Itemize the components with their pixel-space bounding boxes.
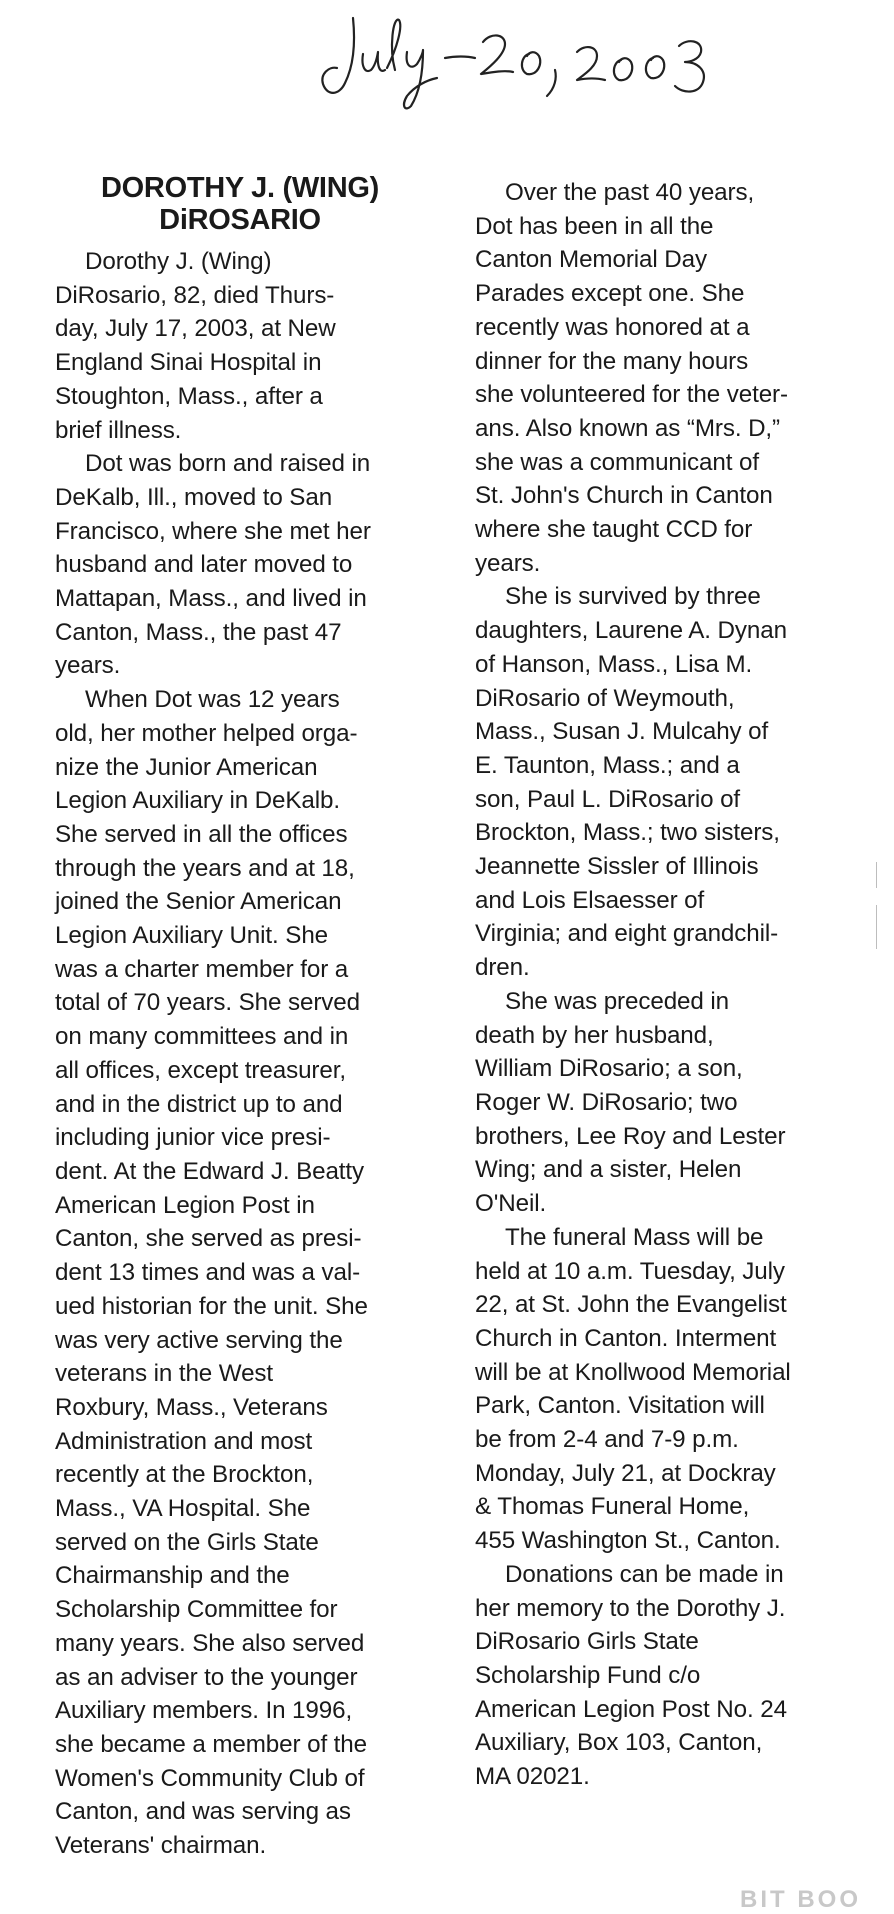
- text-line: Wing; and a sister, Helen: [475, 1156, 742, 1184]
- text-line: Women's Community Club of: [55, 1764, 365, 1792]
- text-line: and Lois Elsaesser of: [475, 886, 705, 914]
- text-line: her memory to the Dorothy J.: [475, 1594, 786, 1622]
- text-line: through the years and at 18,: [55, 854, 355, 882]
- text-line: Roger W. DiRosario; two: [475, 1088, 738, 1116]
- text-line: Monday, July 21, at Dockray: [475, 1459, 776, 1487]
- text-line: on many committees and in: [55, 1023, 349, 1051]
- text-line: Francisco, where she met her: [55, 517, 371, 545]
- text-line: She was preceded in: [505, 987, 729, 1015]
- text-line: son, Paul L. DiRosario of: [475, 785, 741, 813]
- footer-mark: BIT BOO: [740, 1886, 861, 1913]
- text-line: daughters, Laurene A. Dynan: [475, 617, 787, 645]
- text-line: Canton, she served as presi-: [55, 1225, 362, 1253]
- text-line: Auxiliary, Box 103, Canton,: [475, 1729, 763, 1757]
- text-line: Donations can be made in: [505, 1560, 784, 1588]
- text-line: brothers, Lee Roy and Lester: [475, 1122, 786, 1150]
- text-line: dinner for the many hours: [475, 347, 749, 375]
- margin-mark: [876, 862, 877, 888]
- text-line: Church in Canton. Interment: [475, 1324, 777, 1352]
- text-line: Veterans' chairman.: [55, 1832, 267, 1860]
- text-line: DeKalb, Ill., moved to San: [55, 483, 333, 511]
- text-line: Over the past 40 years,: [505, 179, 755, 206]
- paragraph: [55, 683, 435, 1863]
- text-line: nize the Junior American: [55, 753, 318, 781]
- text-line: will be at Knollwood Memorial: [475, 1358, 791, 1386]
- text-line: be from 2-4 and 7-9 p.m.: [475, 1426, 739, 1454]
- text-line: DiRosario Girls State: [475, 1628, 699, 1656]
- text-line: veterans in the West: [55, 1360, 274, 1388]
- text-line: held at 10 a.m. Tuesday, July: [475, 1257, 785, 1285]
- handwritten-date-ink: [315, 8, 785, 118]
- text-line: ued historian for the unit. She: [55, 1292, 368, 1320]
- text-line: Chairmanship and the: [55, 1562, 290, 1590]
- text-line: O'Neil.: [475, 1190, 547, 1218]
- paragraph: [475, 176, 875, 580]
- headline-line: DiROSARIO: [159, 204, 321, 236]
- text-line: including junior vice presi-: [55, 1124, 331, 1152]
- text-line: dent 13 times and was a val-: [55, 1259, 361, 1287]
- text-line: England Sinai Hospital in: [55, 349, 322, 377]
- text-line: She is survived by three: [505, 583, 761, 611]
- text-line: Legion Auxiliary Unit. She: [55, 922, 329, 950]
- text-line: Canton, Mass., the past 47: [55, 618, 342, 646]
- text-line: When Dot was 12 years: [85, 686, 340, 714]
- text-line: years.: [55, 652, 121, 680]
- text-line: 455 Washington St., Canton.: [475, 1527, 781, 1555]
- right-column: [475, 176, 875, 1794]
- text-line: as an adviser to the younger: [55, 1663, 358, 1691]
- text-line: Scholarship Committee for: [55, 1596, 338, 1624]
- text-line: Roxbury, Mass., Veterans: [55, 1393, 328, 1421]
- text-line: DiRosario of Weymouth,: [475, 684, 735, 712]
- text-line: total of 70 years. She served: [55, 989, 360, 1017]
- margin-mark: [876, 905, 877, 949]
- paragraph: [475, 985, 875, 1221]
- text-line: E. Taunton, Mass.; and a: [475, 751, 740, 779]
- text-line: she became a member of the: [55, 1730, 368, 1758]
- headline: [50, 172, 430, 236]
- text-line: The funeral Mass will be: [505, 1223, 764, 1251]
- text-line: Stoughton, Mass., after a: [55, 382, 323, 410]
- headline-line: DOROTHY J. (WING): [101, 172, 379, 204]
- text-line: she volunteered for the veter-: [475, 381, 788, 409]
- text-line: day, July 17, 2003, at New: [55, 315, 336, 343]
- text-line: Mattapan, Mass., and lived in: [55, 585, 367, 613]
- text-line: Dot has been in all the: [475, 212, 714, 240]
- text-line: and in the district up to and: [55, 1090, 343, 1118]
- text-line: husband and later moved to: [55, 551, 353, 579]
- text-line: Dorothy J. (Wing): [85, 248, 272, 275]
- text-line: St. John's Church in Canton: [475, 482, 773, 510]
- text-line: & Thomas Funeral Home,: [475, 1493, 750, 1521]
- text-line: all offices, except treasurer,: [55, 1056, 346, 1084]
- text-line: Virginia; and eight grandchil-: [475, 920, 779, 948]
- text-line: American Legion Post No. 24: [475, 1695, 787, 1723]
- left-column: [55, 245, 435, 1863]
- text-line: recently at the Brockton,: [55, 1461, 314, 1489]
- text-line: Canton, and was serving as: [55, 1798, 351, 1826]
- text-line: was a charter member for a: [55, 955, 349, 983]
- text-line: joined the Senior American: [55, 888, 342, 916]
- text-line: Scholarship Fund c/o: [475, 1661, 701, 1689]
- text-line: old, her mother helped orga-: [55, 719, 358, 747]
- text-line: Park, Canton. Visitation will: [475, 1392, 765, 1420]
- text-line: Mass., Susan J. Mulcahy of: [475, 718, 769, 746]
- text-line: where she taught CCD for: [475, 516, 753, 544]
- text-line: Dot was born and raised in: [85, 450, 371, 478]
- text-line: years.: [475, 549, 541, 577]
- paragraph: [475, 580, 875, 984]
- text-line: MA 02021.: [475, 1763, 590, 1791]
- text-line: Auxiliary members. In 1996,: [55, 1697, 353, 1725]
- text-line: was very active serving the: [55, 1326, 343, 1354]
- paragraph: [55, 447, 435, 683]
- text-line: Canton Memorial Day: [475, 246, 708, 274]
- text-line: Parades except one. She: [475, 280, 745, 308]
- text-line: Legion Auxiliary in DeKalb.: [55, 787, 341, 815]
- text-line: many years. She also served: [55, 1629, 365, 1657]
- text-line: dren.: [475, 954, 530, 982]
- text-line: death by her husband,: [475, 1021, 714, 1049]
- text-line: she was a communicant of: [475, 448, 759, 476]
- text-line: 22, at St. John the Evangelist: [475, 1291, 787, 1319]
- text-line: American Legion Post in: [55, 1191, 315, 1219]
- text-line: of Hanson, Mass., Lisa M.: [475, 650, 753, 678]
- text-line: Jeannette Sissler of Illinois: [475, 853, 759, 881]
- text-line: ans. Also known as “Mrs. D,”: [475, 414, 781, 442]
- text-line: DiRosario, 82, died Thurs-: [55, 281, 335, 309]
- text-line: Brockton, Mass.; two sisters,: [475, 819, 780, 847]
- paragraph: [475, 1558, 875, 1794]
- text-line: She served in all the offices: [55, 820, 348, 848]
- paragraph: [55, 245, 435, 447]
- text-line: William DiRosario; a son,: [475, 1055, 743, 1083]
- handwritten-date: [315, 8, 785, 118]
- paragraph: [475, 1221, 875, 1558]
- text-line: recently was honored at a: [475, 313, 750, 341]
- text-line: dent. At the Edward J. Beatty: [55, 1157, 365, 1185]
- text-line: Mass., VA Hospital. She: [55, 1495, 311, 1523]
- text-line: served on the Girls State: [55, 1528, 319, 1556]
- text-line: brief illness.: [55, 416, 182, 444]
- text-line: Administration and most: [55, 1427, 313, 1455]
